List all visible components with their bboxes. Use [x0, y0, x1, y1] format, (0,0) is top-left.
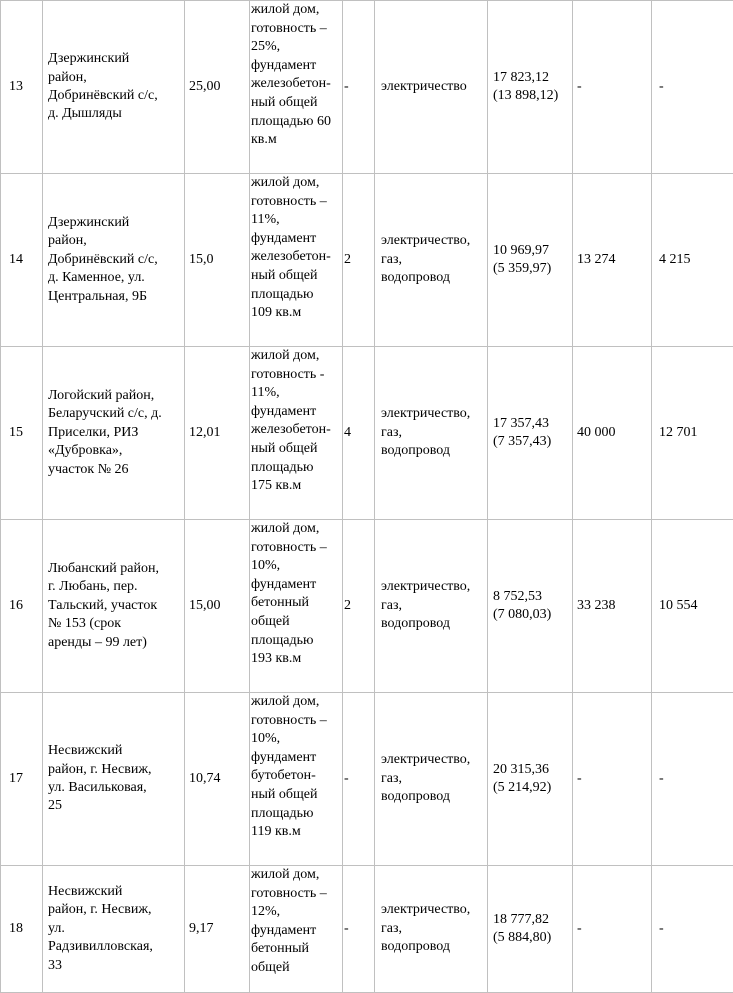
address-cell	[43, 866, 185, 993]
price-cell	[488, 174, 573, 347]
description-cell-line: 119 кв.м	[251, 823, 342, 842]
price-cell-line: 10 969,97	[493, 242, 569, 260]
utilities-cell-line: водопровод	[381, 442, 484, 460]
address-cell-line: Добринёвский с/с,	[48, 87, 181, 105]
address-cell-line: 25	[48, 797, 181, 815]
description-cell-line: жилой дом,	[251, 1, 342, 20]
description-cell-line: фундамент	[251, 576, 342, 595]
description-cell-line: фундамент	[251, 403, 342, 422]
table-row	[1, 520, 733, 693]
description-cell-line: 12%,	[251, 903, 342, 922]
table-row	[1, 1, 733, 174]
price-cell	[488, 347, 573, 520]
value-cell-7: -	[573, 1, 652, 174]
description-cell-line: площадью	[251, 286, 342, 305]
description-cell-line: фундамент	[251, 922, 342, 941]
utilities-cell-line: электричество	[381, 78, 484, 96]
description-cell-line: жилой дом,	[251, 174, 342, 193]
value-cell-7: 40 000	[573, 347, 652, 520]
utilities-cell-line: водопровод	[381, 938, 484, 956]
floors-cell: -	[343, 866, 375, 993]
address-cell-line: Беларучский с/с, д.	[48, 405, 181, 423]
utilities-cell-line: электричество,	[381, 578, 484, 596]
area-cell: 15,00	[185, 520, 250, 693]
description-cell-line: площадью 60	[251, 113, 342, 132]
utilities-cell	[375, 520, 488, 693]
description-cell-line: железобетон-	[251, 421, 342, 440]
utilities-cell-line: электричество,	[381, 751, 484, 769]
utilities-cell-line: водопровод	[381, 615, 484, 633]
value-cell-7: -	[573, 866, 652, 993]
description-cell-line: 175 кв.м	[251, 477, 342, 496]
address-cell-line: аренды – 99 лет)	[48, 634, 181, 652]
address-cell-line: район,	[48, 232, 181, 250]
floors-cell: 2	[343, 520, 375, 693]
description-cell-line: площадью	[251, 459, 342, 478]
price-cell-line: (5 884,80)	[493, 929, 569, 947]
value-cell-8: -	[652, 693, 733, 866]
floors-cell: 2	[343, 174, 375, 347]
address-cell-line: «Дубровка»,	[48, 442, 181, 460]
description-cell	[250, 1, 343, 174]
description-cell-line: готовность –	[251, 885, 342, 904]
description-cell-line: готовность –	[251, 193, 342, 212]
description-cell-line: общей	[251, 959, 342, 978]
price-cell-line: 20 315,36	[493, 761, 569, 779]
address-cell	[43, 1, 185, 174]
price-cell-line: (5 359,97)	[493, 260, 569, 278]
description-cell-line: ный общей	[251, 267, 342, 286]
description-cell-line: 109 кв.м	[251, 304, 342, 323]
utilities-cell	[375, 866, 488, 993]
description-cell-line: жилой дом,	[251, 866, 342, 885]
description-cell-line: готовность –	[251, 712, 342, 731]
table-body	[1, 1, 733, 993]
utilities-cell-line: электричество,	[381, 232, 484, 250]
value-cell-8: 4 215	[652, 174, 733, 347]
utilities-cell	[375, 1, 488, 174]
area-cell: 9,17	[185, 866, 250, 993]
utilities-cell-line: водопровод	[381, 269, 484, 287]
address-cell-line: 33	[48, 957, 181, 975]
address-cell-line: район, г. Несвиж,	[48, 901, 181, 919]
address-cell-line: Несвижский	[48, 742, 181, 760]
area-cell: 25,00	[185, 1, 250, 174]
table-row	[1, 693, 733, 866]
address-cell-line: г. Любань, пер.	[48, 578, 181, 596]
address-cell-line: Несвижский	[48, 883, 181, 901]
address-cell-line: Приселки, РИЗ	[48, 424, 181, 442]
address-cell-line: Добринёвский с/с,	[48, 251, 181, 269]
price-cell	[488, 520, 573, 693]
description-cell-line: 25%,	[251, 38, 342, 57]
address-cell	[43, 520, 185, 693]
row-number: 15	[1, 347, 43, 520]
address-cell-line: Тальский, участок	[48, 597, 181, 615]
utilities-cell	[375, 693, 488, 866]
description-cell-line: 10%,	[251, 730, 342, 749]
address-cell-line: д. Каменное, ул.	[48, 269, 181, 287]
price-cell-line: (7 357,43)	[493, 433, 569, 451]
address-cell-line: Логойский район,	[48, 387, 181, 405]
description-cell-line: жилой дом,	[251, 347, 342, 366]
row-number: 18	[1, 866, 43, 993]
description-cell-line: фундамент	[251, 749, 342, 768]
utilities-cell-line: электричество,	[381, 405, 484, 423]
price-cell-line: 17 357,43	[493, 415, 569, 433]
description-cell-line: бетонный	[251, 594, 342, 613]
description-cell-line: железобетон-	[251, 75, 342, 94]
description-cell-line: площадью	[251, 805, 342, 824]
description-cell-line: ный общей	[251, 94, 342, 113]
floors-cell: -	[343, 693, 375, 866]
utilities-cell-line: газ,	[381, 920, 484, 938]
table-row	[1, 866, 733, 993]
value-cell-8: -	[652, 866, 733, 993]
price-cell	[488, 866, 573, 993]
address-cell-line: Любанский район,	[48, 560, 181, 578]
table-row	[1, 174, 733, 347]
description-cell-line: фундамент	[251, 230, 342, 249]
area-cell: 15,0	[185, 174, 250, 347]
description-cell	[250, 347, 343, 520]
floors-cell: -	[343, 1, 375, 174]
address-cell	[43, 693, 185, 866]
floors-cell: 4	[343, 347, 375, 520]
utilities-cell-line: газ,	[381, 424, 484, 442]
description-cell-line: готовность –	[251, 20, 342, 39]
utilities-cell-line: газ,	[381, 251, 484, 269]
price-cell-line: (7 080,03)	[493, 606, 569, 624]
description-cell-line: общей	[251, 613, 342, 632]
area-cell: 10,74	[185, 693, 250, 866]
address-cell-line: район,	[48, 69, 181, 87]
description-cell-line: 193 кв.м	[251, 650, 342, 669]
utilities-cell	[375, 347, 488, 520]
price-cell-line: 8 752,53	[493, 588, 569, 606]
description-cell	[250, 520, 343, 693]
description-cell-line: площадью	[251, 632, 342, 651]
utilities-cell-line: газ,	[381, 597, 484, 615]
description-cell-line: фундамент	[251, 57, 342, 76]
price-cell	[488, 693, 573, 866]
description-cell	[250, 866, 343, 993]
value-cell-7: 13 274	[573, 174, 652, 347]
address-cell-line: Центральная, 9Б	[48, 288, 181, 306]
utilities-cell-line: водопровод	[381, 788, 484, 806]
address-cell-line: д. Дышляды	[48, 105, 181, 123]
description-cell-line: бутобетон-	[251, 767, 342, 786]
address-cell-line: Радзивилловская,	[48, 938, 181, 956]
utilities-cell	[375, 174, 488, 347]
value-cell-8: 12 701	[652, 347, 733, 520]
description-cell	[250, 174, 343, 347]
description-cell-line: железобетон-	[251, 248, 342, 267]
value-cell-8: 10 554	[652, 520, 733, 693]
row-number: 13	[1, 1, 43, 174]
address-cell-line: район, г. Несвиж,	[48, 761, 181, 779]
description-cell-line: бетонный	[251, 940, 342, 959]
value-cell-8: -	[652, 1, 733, 174]
description-cell-line: жилой дом,	[251, 693, 342, 712]
description-cell-line: ный общей	[251, 786, 342, 805]
row-number: 14	[1, 174, 43, 347]
address-cell-line: Дзержинский	[48, 50, 181, 68]
description-cell-line: готовность –	[251, 539, 342, 558]
address-cell-line: участок № 26	[48, 461, 181, 479]
address-cell-line: Дзержинский	[48, 214, 181, 232]
description-cell-line: ный общей	[251, 440, 342, 459]
description-cell-line: жилой дом,	[251, 520, 342, 539]
price-cell-line: 17 823,12	[493, 69, 569, 87]
value-cell-7: 33 238	[573, 520, 652, 693]
description-cell-line: кв.м	[251, 131, 342, 150]
address-cell-line: ул. Васильковая,	[48, 779, 181, 797]
table-row	[1, 347, 733, 520]
description-cell-line: 11%,	[251, 211, 342, 230]
price-cell-line: (13 898,12)	[493, 87, 569, 105]
price-cell-line: (5 214,92)	[493, 779, 569, 797]
description-cell-line: готовность -	[251, 366, 342, 385]
area-cell: 12,01	[185, 347, 250, 520]
price-cell-line: 18 777,82	[493, 911, 569, 929]
row-number: 17	[1, 693, 43, 866]
address-cell	[43, 347, 185, 520]
utilities-cell-line: газ,	[381, 770, 484, 788]
description-cell-line: 10%,	[251, 557, 342, 576]
value-cell-7: -	[573, 693, 652, 866]
price-cell	[488, 1, 573, 174]
utilities-cell-line: электричество,	[381, 901, 484, 919]
address-cell-line: № 153 (срок	[48, 615, 181, 633]
description-cell	[250, 693, 343, 866]
address-cell	[43, 174, 185, 347]
address-cell-line: ул.	[48, 920, 181, 938]
description-cell-line: 11%,	[251, 384, 342, 403]
row-number: 16	[1, 520, 43, 693]
